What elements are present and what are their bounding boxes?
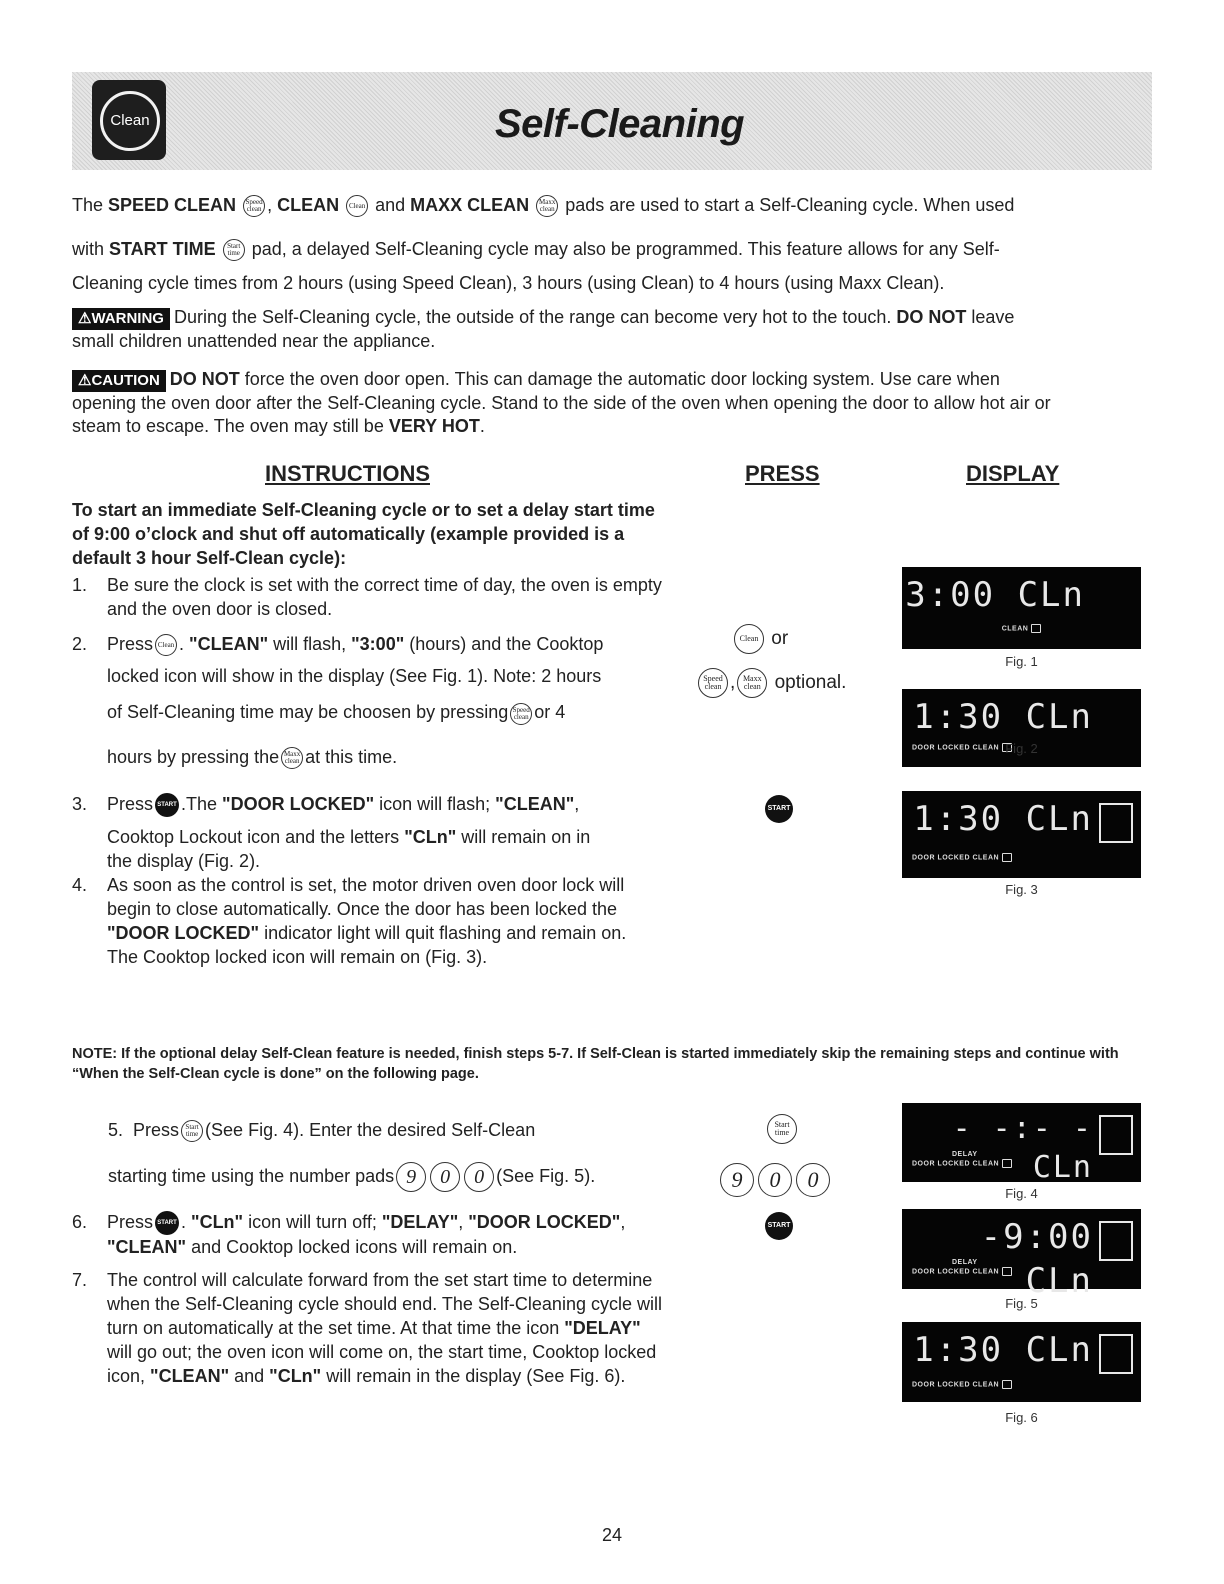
start-pad-icon: START (155, 793, 179, 817)
speed-clean-pad-icon: Speed clean (243, 195, 265, 217)
intro-line-3: Cleaning cycle times from 2 hours (using Speed Clean), 3 hours (using Clean) to 4 hours (using Maxx Clean). (72, 273, 945, 293)
page-number: 24 (601, 1525, 623, 1545)
display-fig-2: 1:30 CLn DOOR LOCKED CLEAN (902, 689, 1141, 767)
press-step-5 (765, 1114, 799, 1144)
number-pad-9-icon: 9 (396, 1162, 426, 1192)
display-fig-6: 1:30 CLn DOOR LOCKED CLEAN (902, 1322, 1141, 1402)
clean-logo-label: Clean (100, 91, 160, 151)
clean-pad-icon: Clean (155, 634, 177, 656)
fig-5-caption: Fig. 5 (1005, 1296, 1038, 1311)
cooktop-lock-icon (1002, 1380, 1012, 1389)
press-step-2-optional: Speed clean , Maxx clean optional. (696, 668, 846, 698)
step-3: 3. Press START .The "DOOR LOCKED" icon will flash; "CLEAN", Cooktop Lockout icon and the letters "CLn" will remain on in the display (Fig. 2). (72, 794, 591, 872)
display-fig-3: 1:30 CLn DOOR LOCKED CLEAN (902, 791, 1141, 878)
caution-block: ⚠CAUTION DO NOT force the oven door open. This can damage the automatic door locking system. Use care when opening the oven door after the Self-Cleaning cycle. Stand to the side of the oven when opening the door to allow hot air or steam to escape. The oven may still be VERY HOT. (72, 369, 1051, 436)
step-2: 2. Press Clean . "CLEAN" will flash, "3:00" (hours) and the Cooktop locked icon will show in the display (See Fig. 1). Note: 2 hours of Self-Cleaning time may be choosen by pressing Speed clean or 4 hours by pressing the Maxx clean at this time. (72, 632, 672, 769)
clean-pad-icon: Clean (346, 195, 368, 217)
start-pad-icon: START (765, 1212, 793, 1240)
press-step-3 (763, 795, 795, 823)
oven-icon-box (1099, 1221, 1133, 1261)
number-pad-0-icon: 0 (796, 1163, 830, 1197)
instructions-subheading: To start an immediate Self-Cleaning cycle or to set a delay start time of 9:00 o’clock and shut off automatically (example provided is a default 3 hour Self-Clean cycle): (72, 500, 655, 568)
cooktop-lock-icon (1002, 1267, 1012, 1276)
step-7: 7. The control will calculate forward from the set start time to determine when the Self-Cleaning cycle should end. The Self-Cleaning cycle will turn on automatically at the set time. At that time the icon "DELAY" will go out; the oven icon will come on, the start time, Cooktop locked icon, "CLEAN" and "CLn" will remain in the display (See Fig. 6). (72, 1270, 662, 1386)
step-1: 1. Be sure the clock is set with the correct time of day, the oven is empty and the oven door is closed. (72, 575, 662, 619)
fig-2-caption: Fig. 2 (1005, 741, 1038, 756)
number-pad-0-icon: 0 (758, 1163, 792, 1197)
start-time-pad-icon: Start time (767, 1114, 797, 1144)
display-fig-5: -9:00 CLn DELAY DOOR LOCKED CLEAN (902, 1209, 1141, 1289)
cooktop-lock-icon (1002, 1159, 1012, 1168)
display-heading: DISPLAY (966, 461, 1060, 486)
step-5: 5. Press Start time (See Fig. 4). Enter the desired Self-Clean starting time using the number pads 9 0 0 (See Fig. 5). (108, 1118, 688, 1192)
press-step-2: Clean or (732, 624, 788, 654)
press-step-6 (763, 1212, 795, 1240)
maxx-clean-pad-icon: Maxx clean (281, 747, 303, 769)
fig-6-caption: Fig. 6 (1005, 1410, 1038, 1425)
press-step-5-digits (718, 1163, 832, 1197)
intro-line-1: The SPEED CLEAN Speed clean , CLEAN Clean and MAXX CLEAN Maxx clean pads are used to start a Self-Cleaning cycle. When used (72, 194, 1152, 217)
maxx-clean-pad-icon: Maxx clean (536, 195, 558, 217)
display-fig-4: - -:- - CLn DELAY DOOR LOCKED CLEAN (902, 1103, 1141, 1182)
cooktop-lock-icon (1031, 624, 1041, 633)
intro-line-2: with START TIME Start time pad, a delayed Self-Cleaning cycle may also be programmed. This feature allows for any Self- (72, 238, 1152, 261)
start-pad-icon: START (765, 795, 793, 823)
step-4: 4. As soon as the control is set, the motor driven oven door lock will begin to close automatically. Once the door has been locked the "DOOR LOCKED" indicator light will quit flashing and remain on. The Cooktop locked icon will remain on (Fig. 3). (72, 875, 627, 967)
caution-label: ⚠CAUTION (72, 370, 166, 392)
maxx-clean-pad-icon: Maxx clean (737, 668, 767, 698)
speed-clean-pad-icon: Speed clean (510, 703, 532, 725)
warning-block: ⚠WARNING During the Self-Cleaning cycle, the outside of the range can become very hot to the touch. DO NOT leave small children unattended near the appliance. (72, 307, 1015, 351)
clean-logo (92, 80, 166, 160)
note: NOTE: If the optional delay Self-Clean feature is needed, finish steps 5-7. If Self-Clean is started immediately skip the remaining steps and continue with “When the Self-Clean cycle is done” on the following page. (72, 1046, 1119, 1082)
clean-pad-icon: Clean (734, 624, 764, 654)
cooktop-lock-icon (1002, 853, 1012, 862)
number-pad-9-icon: 9 (720, 1163, 754, 1197)
start-time-pad-icon: Start time (223, 239, 245, 261)
start-time-pad-icon: Start time (181, 1120, 203, 1142)
warning-label: ⚠WARNING (72, 308, 170, 330)
oven-icon-box (1099, 1115, 1133, 1155)
oven-icon-box (1099, 803, 1133, 843)
page-title: Self-Cleaning (495, 102, 745, 146)
start-pad-icon: START (155, 1211, 179, 1235)
oven-icon-box (1099, 1334, 1133, 1374)
speed-clean-pad-icon: Speed clean (698, 668, 728, 698)
fig-4-caption: Fig. 4 (1005, 1186, 1038, 1201)
instructions-heading: INSTRUCTIONS (265, 461, 430, 486)
fig-3-caption: Fig. 3 (1005, 882, 1038, 897)
fig-1-caption: Fig. 1 (1005, 654, 1038, 669)
number-pad-0-icon: 0 (464, 1162, 494, 1192)
step-6: 6. Press START . "CLn" icon will turn off; "DELAY", "DOOR LOCKED", "CLEAN" and Cooktop locked icons will remain on. (72, 1212, 626, 1258)
number-pad-0-icon: 0 (430, 1162, 460, 1192)
press-heading: PRESS (745, 461, 820, 486)
display-fig-1: 3:00 CLn CLEAN (902, 567, 1141, 649)
